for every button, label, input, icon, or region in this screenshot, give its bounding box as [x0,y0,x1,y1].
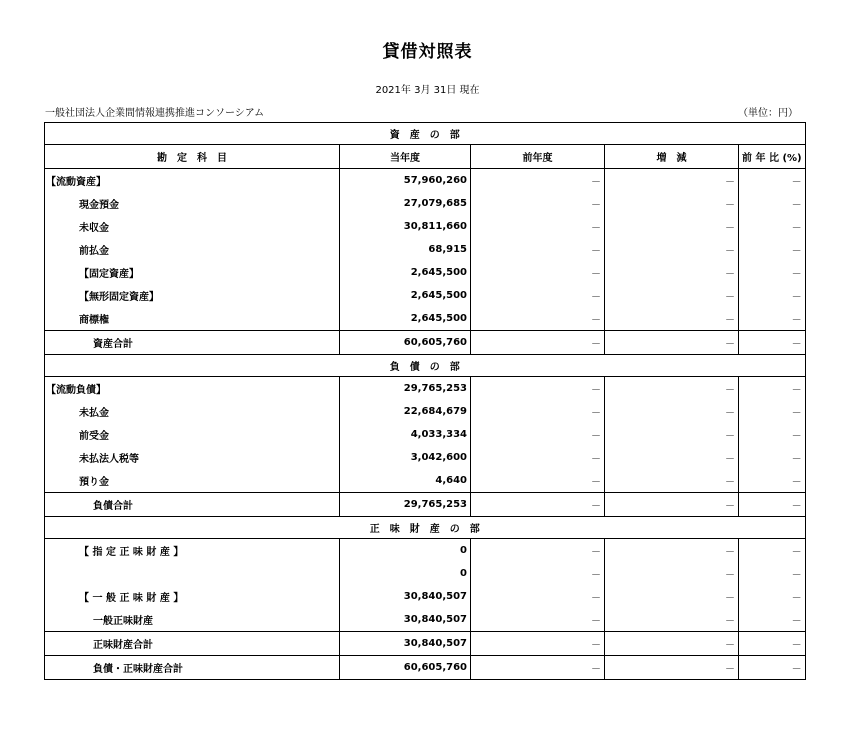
document-title: 貸借対照表 [382,42,473,62]
prior-year-value: － [471,284,605,307]
current-year-value: 30,840,507 [340,608,471,632]
account-label: 現金預金 [45,192,340,215]
total-prior-value: － [471,493,605,517]
current-year-value: 22,684,679 [340,400,471,423]
total-ratio-value: － [739,493,806,517]
prior-year-value: － [471,238,605,261]
change-value: － [605,469,739,493]
ratio-value: － [739,377,806,401]
total-change-value: － [605,331,739,355]
change-value: － [605,169,739,193]
account-label: 【 指 定 正 味 財 産 】 [45,539,340,563]
section-header: 正 味 財 産 の 部 [45,517,806,539]
ratio-value: － [739,238,806,261]
account-label [45,562,340,585]
change-value: － [605,215,739,238]
column-header: 増 減 [605,145,739,169]
total-prior-value: － [471,656,605,680]
table-row [45,562,806,585]
column-header: 前年度 [471,145,605,169]
account-label: 商標権 [45,307,340,331]
total-change-value: － [605,632,739,656]
table-row [45,400,806,423]
ratio-value: － [739,423,806,446]
table-row [45,284,806,307]
prior-year-value: － [471,192,605,215]
total-row [45,632,806,656]
ratio-value: － [739,400,806,423]
prior-year-value: － [471,169,605,193]
account-label: 【 一 般 正 味 財 産 】 [45,585,340,608]
account-label: 【無形固定資産】 [45,284,340,307]
table-row [45,377,806,401]
total-label: 資産合計 [45,331,340,355]
table-row [45,238,806,261]
total-current-value: 30,840,507 [340,632,471,656]
total-ratio-value: － [739,656,806,680]
ratio-value: － [739,169,806,193]
column-header: 当年度 [340,145,471,169]
total-current-value: 60,605,760 [340,656,471,680]
ratio-value: － [739,585,806,608]
unit-label: （単位：円） [738,108,798,119]
ratio-value: － [739,608,806,632]
ratio-value: － [739,307,806,331]
prior-year-value: － [471,400,605,423]
current-year-value: 30,840,507 [340,585,471,608]
ratio-value: － [739,539,806,563]
change-value: － [605,400,739,423]
change-value: － [605,446,739,469]
prior-year-value: － [471,608,605,632]
balance-sheet-table [44,122,806,680]
total-row [45,331,806,355]
total-current-value: 60,605,760 [340,331,471,355]
table-row [45,608,806,632]
current-year-value: 4,640 [340,469,471,493]
current-year-value: 2,645,500 [340,284,471,307]
prior-year-value: － [471,469,605,493]
change-value: － [605,307,739,331]
change-value: － [605,377,739,401]
change-value: － [605,284,739,307]
ratio-value: － [739,215,806,238]
account-label: 未収金 [45,215,340,238]
section-header-row [45,123,806,145]
total-label: 負債・正味財産合計 [45,656,340,680]
total-label: 負債合計 [45,493,340,517]
account-label: 【流動負債】 [45,377,340,401]
table-row [45,423,806,446]
account-label: 前受金 [45,423,340,446]
table-row [45,539,806,563]
ratio-value: － [739,261,806,284]
current-year-value: 68,915 [340,238,471,261]
change-value: － [605,261,739,284]
change-value: － [605,562,739,585]
account-label: 【固定資産】 [45,261,340,284]
current-year-value: 2,645,500 [340,307,471,331]
prior-year-value: － [471,446,605,469]
section-header: 資 産 の 部 [45,123,806,145]
current-year-value: 4,033,334 [340,423,471,446]
total-row [45,493,806,517]
column-header: 前 年 比 (%) [739,145,806,169]
column-header-row [45,145,806,169]
section-header-row [45,517,806,539]
change-value: － [605,608,739,632]
total-ratio-value: － [739,632,806,656]
total-change-value: － [605,493,739,517]
table-row [45,469,806,493]
change-value: － [605,192,739,215]
column-header: 勘 定 科 目 [45,145,340,169]
change-value: － [605,539,739,563]
current-year-value: 57,960,260 [340,169,471,193]
ratio-value: － [739,192,806,215]
change-value: － [605,423,739,446]
as-of-date: 2021年 3月 31日 現在 [375,85,480,96]
ratio-value: － [739,446,806,469]
account-label: 【流動資産】 [45,169,340,193]
ratio-value: － [739,562,806,585]
table-row [45,446,806,469]
organization-name: 一般社団法人企業間情報連携推進コンソーシアム [45,108,265,119]
prior-year-value: － [471,215,605,238]
section-header-row [45,355,806,377]
account-label: 預り金 [45,469,340,493]
prior-year-value: － [471,307,605,331]
current-year-value: 2,645,500 [340,261,471,284]
current-year-value: 30,811,660 [340,215,471,238]
current-year-value: 29,765,253 [340,377,471,401]
ratio-value: － [739,284,806,307]
change-value: － [605,238,739,261]
table-row [45,192,806,215]
table-row [45,307,806,331]
prior-year-value: － [471,562,605,585]
table-row [45,261,806,284]
current-year-value: 0 [340,539,471,563]
current-year-value: 27,079,685 [340,192,471,215]
total-prior-value: － [471,331,605,355]
prior-year-value: － [471,423,605,446]
total-change-value: － [605,656,739,680]
prior-year-value: － [471,377,605,401]
table-row [45,215,806,238]
section-header: 負 債 の 部 [45,355,806,377]
table-row [45,585,806,608]
prior-year-value: － [471,261,605,284]
prior-year-value: － [471,539,605,563]
total-label: 正味財産合計 [45,632,340,656]
account-label: 一般正味財産 [45,608,340,632]
total-row [45,656,806,680]
total-current-value: 29,765,253 [340,493,471,517]
current-year-value: 3,042,600 [340,446,471,469]
total-prior-value: － [471,632,605,656]
account-label: 未払法人税等 [45,446,340,469]
account-label: 前払金 [45,238,340,261]
ratio-value: － [739,469,806,493]
prior-year-value: － [471,585,605,608]
table-row [45,169,806,193]
total-ratio-value: － [739,331,806,355]
account-label: 未払金 [45,400,340,423]
change-value: － [605,585,739,608]
current-year-value: 0 [340,562,471,585]
